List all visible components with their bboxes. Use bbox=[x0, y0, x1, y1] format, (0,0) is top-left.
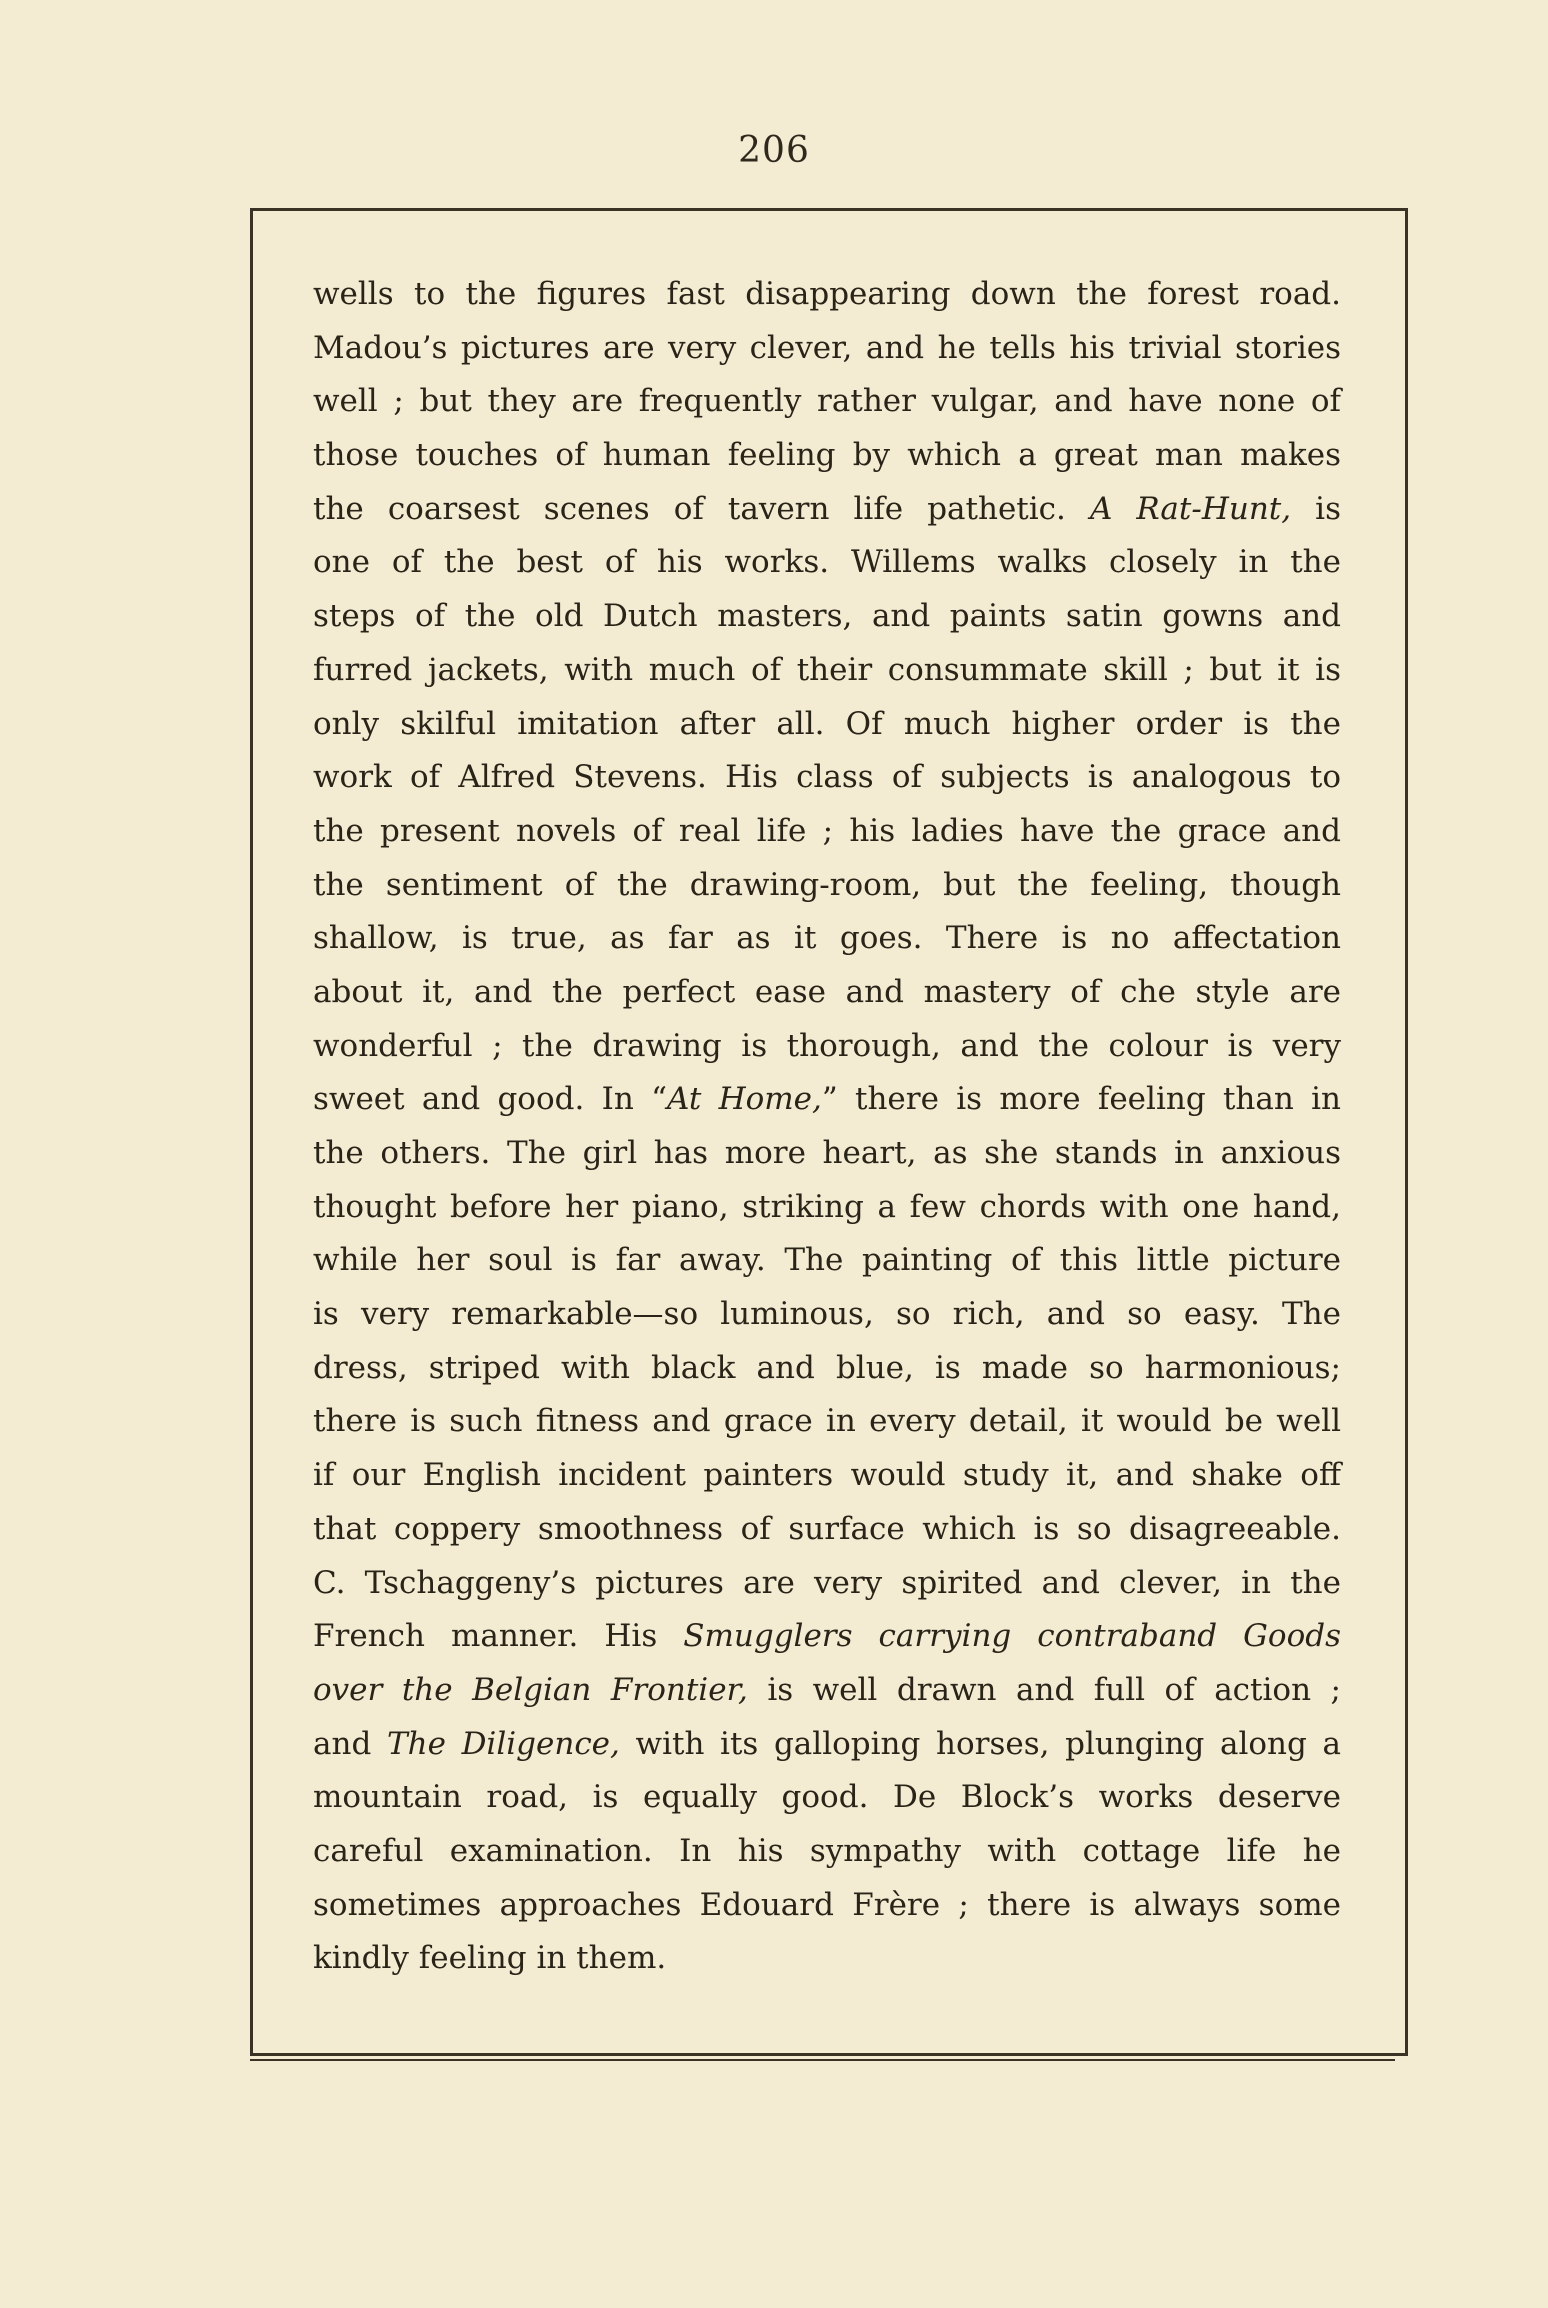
text-line bbox=[313, 1288, 1341, 1342]
text-line bbox=[313, 1020, 1341, 1074]
text-line bbox=[313, 1234, 1341, 1288]
text-segment: steps of the old Dutch masters, and paints satin gowns and bbox=[313, 598, 1341, 635]
text-segment: kindly feeling in them. bbox=[313, 1940, 667, 1977]
page-number: 206 bbox=[738, 130, 810, 171]
text-segment: is very remarkable—so luminous, so rich, and so easy. The bbox=[313, 1296, 1341, 1333]
text-line bbox=[313, 1610, 1341, 1664]
text-segment: that coppery smoothness of surface which is so disagreeable. bbox=[313, 1510, 1341, 1547]
text-segment: Madou’s pictures are very clever, and he tells his trivial stories bbox=[313, 329, 1341, 366]
text-segment: is bbox=[1291, 490, 1341, 527]
text-segment: careful examination. In his sympathy with cottage life he bbox=[313, 1832, 1341, 1869]
text-line bbox=[313, 966, 1341, 1020]
text-line bbox=[313, 644, 1341, 698]
text-line bbox=[313, 375, 1341, 429]
text-line bbox=[313, 1503, 1341, 1557]
text-segment: only skilful imitation after all. Of much higher order is the bbox=[313, 705, 1341, 742]
text-line bbox=[313, 1825, 1341, 1879]
text-line bbox=[313, 698, 1341, 752]
italic-title: The Diligence, bbox=[386, 1725, 620, 1762]
text-segment: work of Alfred Stevens. His class of subjects is analogous to bbox=[313, 759, 1341, 796]
text-line bbox=[313, 536, 1341, 590]
text-segment: dress, striped with black and blue, is made so harmonious; bbox=[313, 1349, 1341, 1386]
text-segment: wells to the figures fast disappearing down the forest road. bbox=[313, 276, 1341, 312]
text-line bbox=[313, 1073, 1341, 1127]
text-line bbox=[313, 751, 1341, 805]
text-segment: C. Tschaggeny’s pictures are very spirited and clever, in the bbox=[313, 1564, 1341, 1601]
italic-title: A Rat-Hunt, bbox=[1089, 490, 1292, 527]
text-segment: sometimes approaches Edouard Frère ; there is always some bbox=[313, 1886, 1341, 1923]
body-text bbox=[313, 268, 1341, 1986]
text-line bbox=[313, 1879, 1341, 1933]
text-line bbox=[313, 912, 1341, 966]
text-segment: one of the best of his works. Willems walks closely in the bbox=[313, 544, 1341, 581]
text-line bbox=[313, 1342, 1341, 1396]
text-line bbox=[313, 1771, 1341, 1825]
text-line bbox=[313, 1718, 1341, 1772]
text-line bbox=[313, 590, 1341, 644]
italic-title: Smugglers carrying contraband Goods bbox=[683, 1618, 1341, 1655]
text-line bbox=[313, 1664, 1341, 1718]
text-line bbox=[313, 1181, 1341, 1235]
text-segment: well ; but they are frequently rather vulgar, and have none of bbox=[313, 383, 1341, 420]
text-line bbox=[313, 1557, 1341, 1611]
text-segment: the coarsest scenes of tavern life pathetic. bbox=[313, 490, 1090, 527]
text-line bbox=[313, 268, 1341, 322]
text-line bbox=[313, 1932, 1341, 1986]
text-segment: the sentiment of the drawing-room, but the feeling, though bbox=[313, 866, 1341, 903]
text-segment: while her soul is far away. The painting of this little picture bbox=[313, 1242, 1341, 1279]
text-line bbox=[313, 1395, 1341, 1449]
text-segment: furred jackets, with much of their consummate skill ; but it is bbox=[313, 651, 1341, 688]
text-segment: sweet and good. In “ bbox=[313, 1081, 667, 1118]
text-segment: those touches of human feeling by which a great man makes bbox=[313, 437, 1341, 474]
text-segment: ” there is more feeling than in bbox=[821, 1081, 1341, 1118]
text-segment: the others. The girl has more heart, as she stands in anxious bbox=[313, 1135, 1341, 1171]
text-segment: wonderful ; the drawing is thorough, and the colour is very bbox=[313, 1027, 1341, 1064]
italic-title: At Home, bbox=[666, 1081, 822, 1118]
text-segment: is well drawn and full of action ; bbox=[747, 1671, 1341, 1708]
text-segment: and bbox=[313, 1725, 387, 1762]
text-line bbox=[313, 805, 1341, 859]
text-line bbox=[313, 483, 1341, 537]
text-line bbox=[313, 1449, 1341, 1503]
text-segment: mountain road, is equally good. De Block’s works deserve bbox=[313, 1779, 1341, 1816]
text-segment: French manner. His bbox=[313, 1618, 684, 1655]
italic-title: over the Belgian Frontier, bbox=[313, 1671, 748, 1708]
text-segment: thought before her piano, striking a few chords with one hand, bbox=[313, 1188, 1341, 1225]
text-segment: shallow, is true, as far as it goes. There is no affectation bbox=[313, 920, 1341, 957]
text-segment: with its galloping horses, plunging along a bbox=[619, 1725, 1341, 1762]
text-line bbox=[313, 1127, 1341, 1181]
text-segment: there is such fitness and grace in every detail, it would be well bbox=[313, 1403, 1341, 1440]
text-segment: about it, and the perfect ease and mastery of che style are bbox=[313, 973, 1341, 1010]
text-segment: the present novels of real life ; his ladies have the grace and bbox=[313, 812, 1341, 849]
text-line bbox=[313, 859, 1341, 913]
text-line bbox=[313, 429, 1341, 483]
text-segment: if our English incident painters would study it, and shake off bbox=[313, 1457, 1341, 1494]
text-line bbox=[313, 322, 1341, 376]
